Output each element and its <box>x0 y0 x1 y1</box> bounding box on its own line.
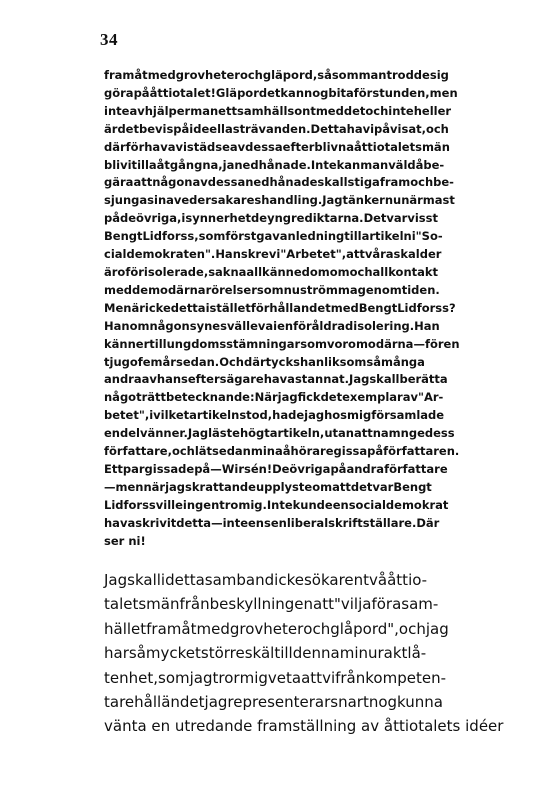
text-line: Ettpargissadepå—Wirsén!Deövrigapåandraförfattare <box>104 461 448 476</box>
text-line: betet",ivilketartikelnstod,hadejaghosmigförsamlade <box>104 408 445 423</box>
text-line: gäraattnågonavdessanedhånadeskallstigaframochbe- <box>104 175 454 190</box>
text-line: cialdemokraten".Hanskrevi"Arbetet",attvåraskalder <box>104 247 442 262</box>
text-line: havaskrivitdetta—inteensenliberalskriftställare.Där <box>104 515 440 530</box>
small-print-paragraph <box>104 67 514 550</box>
text-line: BengtLidforss,somförstgavanledningtillartikelni"So- <box>104 229 443 244</box>
text-line: vänta en utredande framställning av åttiotalets idéer <box>104 717 504 736</box>
text-line: ärdetbevispåideellasträvanden.Dettahavipåvisat,och <box>104 121 449 136</box>
text-line: därförhavavistädseavdessaefterblivnaåttiotaletsmän <box>104 139 450 154</box>
text-line: sjungasinavedersakareshandling.Jagtänkernunärmast <box>104 193 455 208</box>
text-line: —mennärjagskrattandeupplysteomattdetvarBengt <box>104 479 432 494</box>
text-line: hälletframåtmedgrovheterochglåpord",ochjag <box>104 619 449 638</box>
text-line: meddemodärnarörelsersomnuströmmagenomtiden. <box>104 282 440 297</box>
page-number: 34 <box>100 30 118 49</box>
text-line: någoträttbetecknande:Närjagfickdetexemplarav"Ar- <box>104 390 444 405</box>
text-line: författare,ochlätsedanminaåhöraregissapåförfattaren. <box>104 444 460 459</box>
text-line: blivitillaåtgångna,janedhånade.Intekanmanväldåbe- <box>104 157 445 172</box>
text-line: tenhet,somjagtrormigvetaattvifrånkompeten- <box>104 668 446 687</box>
text-line: taletsmänfrånbeskyllningenatt"viljaförasam- <box>104 595 439 614</box>
text-line: inteavhjälpermanettsamhällsontmeddetochinteheller <box>104 103 452 118</box>
text-line: tarehålländetjagrepresenterarsnartnogkunna <box>104 693 443 712</box>
text-line: MenärickedettaiställetförhållandetmedBengtLidforss? <box>104 300 456 315</box>
text-line: kännertillungdomsstämningarsomvoromodärna—fören <box>104 336 460 351</box>
text-line: Jagskallidettasambandickesökarentvååttio- <box>104 571 428 589</box>
text-line: tjugofemårsedan.Ochdärtyckshanliksomsåmånga <box>104 354 425 369</box>
text-line: äroförisolerade,saknaallkännedomomochallkontakt <box>104 264 439 279</box>
text-line: andraavhanseftersägarehavastannat.Jagskallberätta <box>104 372 448 387</box>
text-line: görapååttiotalet!Gläpordetkannogbitaförstunden,men <box>104 85 458 100</box>
text-line: Hanomnågonsynesvällevaienföråldradisolering.Han <box>104 318 440 333</box>
text-line: pådeövriga,isynnerhetdeyngrediktarna.Detvarvisst <box>104 211 438 226</box>
large-print-paragraph <box>104 568 514 739</box>
text-line: ser ni! <box>104 533 146 548</box>
text-line: harsåmycketstörreskältilldennaminuraktlå- <box>104 644 427 663</box>
text-line: endelvänner.Jaglästehögtartikeln,utanattnamngedess <box>104 426 455 441</box>
text-line: Lidforssvilleingentromig.Intekundeensocialdemokrat <box>104 497 449 512</box>
text-line: framåtmedgrovheterochgläpord,såsommantroddesig <box>104 68 449 82</box>
